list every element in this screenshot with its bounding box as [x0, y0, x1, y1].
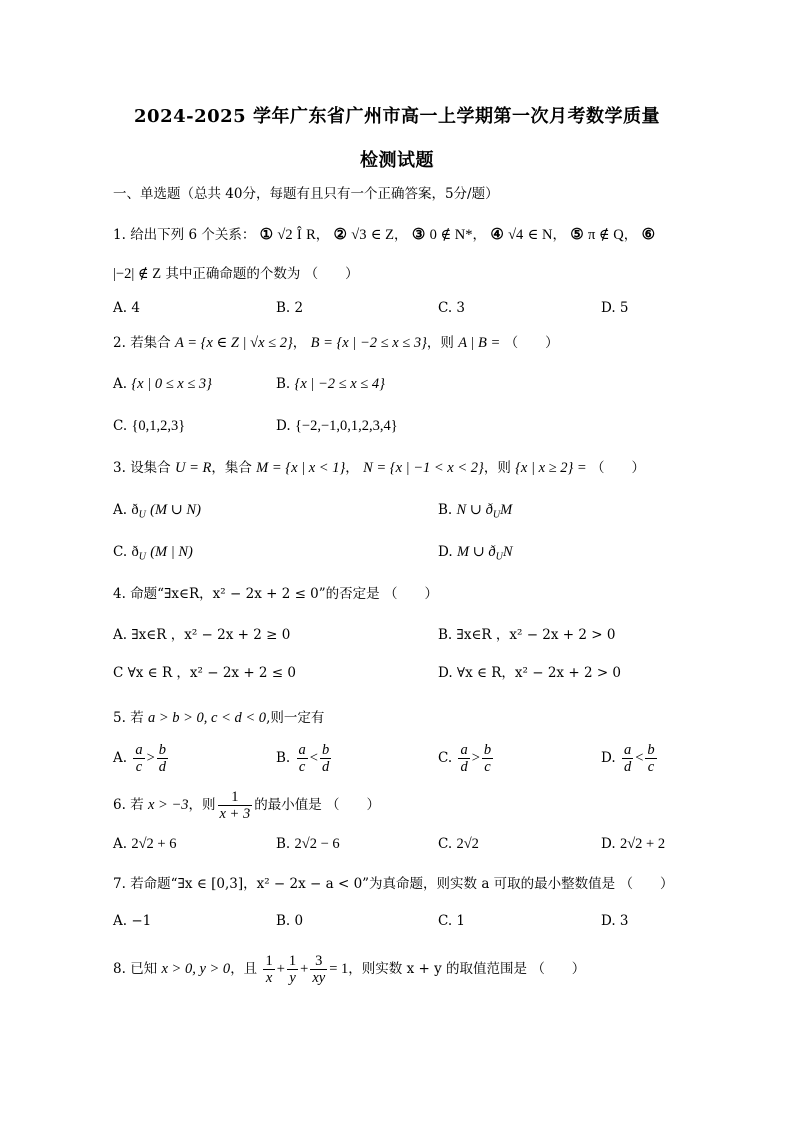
q4-text: 命题“∃x∈R，x² − 2x + 2 ≤ 0”的否定是 — [130, 586, 380, 602]
q5-option-c-label: C. — [438, 750, 453, 766]
q5-option-a-frac2: $\frac{b}{d}$ — [158, 742, 167, 775]
q2-paren: （ ） — [504, 335, 559, 351]
q8-equals: = 1 — [329, 961, 349, 977]
q3-expr: {x | x ≥ 2} = — [515, 460, 587, 476]
q2-option-b-text: {x | −2 ≤ x ≤ 4} — [294, 376, 385, 392]
q3-option-b-label: B. — [438, 502, 453, 518]
q2-option-c-text: {0,1,2,3} — [131, 418, 186, 434]
q5-option-b-frac1: $\frac{a}{c}$ — [298, 742, 306, 775]
q7-option-c[interactable]: C. 1 — [438, 913, 466, 929]
q5-option-b-op: < — [309, 750, 318, 766]
q5-number: 5. — [113, 710, 126, 726]
q6-option-d-label: D. — [601, 836, 616, 852]
q3-option-b-symbol: N ∪ ð — [456, 502, 493, 518]
q2-number: 2. — [113, 335, 126, 351]
q6-option-d-text: 2√2 + 2 — [619, 836, 666, 852]
q1-circle-5: ⑤ — [570, 225, 584, 243]
q2-ask: ，则 — [426, 335, 454, 351]
q3-option-b[interactable] — [438, 500, 512, 526]
q6-option-c-label: C. — [438, 836, 453, 852]
q5-condition: a > b > 0, c < d < 0 — [147, 710, 267, 726]
q3-option-d-tail: N — [502, 544, 513, 560]
q7-text: 若命题“∃x ∈ [0,3]，x² − 2x − a < 0”为真命题，则实数 a 可取的最小整数值是 — [130, 876, 616, 892]
q6-paren: （ ） — [326, 797, 381, 813]
q5-option-c-op: > — [471, 750, 480, 766]
q1-circle-2: ② — [333, 225, 347, 243]
q5-tail: ,则一定有 — [266, 710, 325, 726]
q4-number: 4. — [113, 586, 126, 602]
q1-rel2-a: √3 — [351, 227, 367, 243]
q8-fraction-3: $\frac{3}{xy}$ — [312, 953, 326, 986]
q3-set-m: M = {x | x < 1} — [256, 460, 346, 476]
q3-option-c-symbol: ð — [131, 544, 139, 560]
q1-option-d[interactable]: D. 5 — [601, 300, 629, 316]
question-1-line1: 1. 给出下列 6 个关系： ① √2 Î R， ② √3 ∈ Z， ③ 0 ∉ N*， ④ √4 ∈ N， ⑤ π ∉ Q， ⑥ — [113, 225, 656, 243]
q3-option-a[interactable] — [113, 500, 201, 526]
q1-rel5: π ∉ Q — [587, 227, 624, 243]
q3-option-d-symbol: M ∪ ð — [456, 544, 496, 560]
q3-option-b-tail: M — [500, 502, 513, 518]
q1-circle-3: ③ — [411, 225, 426, 243]
q1-rel4-a: √4 — [508, 227, 524, 243]
question-4 — [113, 584, 438, 604]
q2-set-b: B = {x | −2 ≤ x ≤ 3} — [310, 335, 427, 351]
q5-option-a-op: > — [146, 750, 155, 766]
q5-option-d-label: D. — [601, 750, 616, 766]
q7-paren: （ ） — [619, 876, 674, 892]
q5-option-d-frac2: $\frac{b}{c}$ — [647, 742, 655, 775]
q2-option-a-label: A. — [113, 376, 128, 392]
q6-option-b-label: B. — [276, 836, 291, 852]
q7-number: 7. — [113, 876, 126, 892]
q6-option-c[interactable] — [438, 834, 479, 854]
q3-ask: ，则 — [483, 460, 511, 476]
q3-option-d-sub: U — [495, 551, 503, 563]
q2-option-b-label: B. — [276, 376, 291, 392]
q4-option-b[interactable]: B. ∃x∈R ，x² − 2x + 2 > 0 — [438, 627, 616, 643]
q1-rel6: |−2| ∉ Z — [113, 266, 162, 282]
q1-lead: 给出下列 6 个关系： — [130, 227, 256, 243]
q1-rel1-b: Î — [296, 227, 302, 243]
q6-option-a-text: 2√2 + 6 — [131, 836, 177, 852]
q3-paren: （ ） — [591, 460, 645, 476]
q8-tail: ，则实数 x + y 的取值范围是 — [348, 961, 528, 977]
q5-option-d-op: < — [635, 750, 644, 766]
q3-option-d-label: D. — [438, 544, 453, 560]
q6-option-a[interactable] — [113, 834, 176, 854]
q3-set-n: N = {x | −1 < x < 2} — [363, 460, 484, 476]
q2-option-d-label: D. — [276, 418, 291, 434]
q6-number: 6. — [113, 797, 126, 813]
q4-option-a[interactable]: A. ∃x∈R ，x² − 2x + 2 ≥ 0 — [113, 627, 291, 643]
q1-circle-4: ④ — [490, 225, 504, 243]
exam-title-line1: 2024-2025 学年广东省广州市高一上学期第一次月考数学质量 — [134, 106, 660, 127]
q2-option-c-label: C. — [113, 418, 128, 434]
q6-option-d[interactable] — [601, 834, 665, 854]
q6-fraction: $\frac{1}{x + 3}$ — [219, 789, 251, 822]
q2-option-d[interactable] — [276, 416, 398, 436]
question-8: 8. 已知 x > 0, y > 0，且 $\frac{1}{x}$ + $\frac{1}{y}$ + $\frac{3}{xy}$ = 1，则实数 x + y 的取值范围是 （ ） — [113, 953, 586, 986]
q5-option-b-label: B. — [276, 750, 291, 766]
q6-mid: ，则 — [188, 797, 216, 813]
q8-mid: ，且 — [230, 961, 258, 977]
q8-number: 8. — [113, 961, 126, 977]
question-5 — [113, 708, 324, 728]
q5-option-c-frac2: $\frac{b}{c}$ — [483, 742, 492, 775]
question-1-line2 — [113, 264, 359, 284]
q6-option-c-text: 2√2 — [456, 836, 479, 852]
q3-lead: 设集合 — [130, 460, 171, 476]
q1-circle-6: ⑥ — [641, 225, 656, 243]
question-6 — [113, 788, 380, 822]
q3-option-c-tail: (M | N) — [150, 544, 193, 560]
q8-lead: 已知 — [130, 961, 158, 977]
q3-option-c[interactable] — [113, 542, 193, 568]
q1-rel3: 0 ∉ N* — [429, 227, 473, 243]
q2-option-d-text: {−2,−1,0,1,2,3,4} — [294, 418, 398, 434]
q3-universal-set: U = R — [174, 460, 212, 476]
question-2: 2. 若集合 A = {x ∈ Z | √x ≤ 2}， B = {x | −2 ≤ x ≤ 3}，则 A | B = （ ） — [113, 335, 559, 351]
q3-option-b-sub: U — [492, 509, 501, 521]
q1-option-a[interactable]: A. 4 — [113, 300, 140, 316]
q3-option-d[interactable] — [438, 542, 513, 568]
q1-option-c[interactable]: C. 3 — [438, 300, 466, 316]
q5-option-d[interactable] — [601, 742, 659, 775]
q8-fraction-1: $\frac{1}{x}$ — [265, 953, 273, 986]
q2-lead: 若集合 — [130, 335, 171, 351]
q5-option-b[interactable] — [276, 742, 333, 775]
q4-paren: （ ） — [383, 586, 438, 602]
q3-option-a-tail: (M ∪ N) — [150, 502, 201, 518]
q2-option-b[interactable] — [276, 374, 385, 394]
q8-fraction-2: $\frac{1}{y}$ — [288, 953, 297, 986]
q3-number: 3. — [113, 460, 126, 476]
q7-option-b[interactable]: B. 0 — [276, 913, 304, 929]
q5-option-a-label: A. — [113, 750, 128, 766]
q6-option-a-label: A. — [113, 836, 128, 852]
q6-lead: 若 — [130, 797, 144, 813]
q5-lead: 若 — [130, 710, 144, 726]
q1-rel2-b: ∈ Z — [370, 227, 395, 243]
question-3: 3. 设集合 U = R，集合 M = {x | x < 1}， N = {x | −1 < x < 2}，则 {x | x ≥ 2} = （ ） — [113, 460, 645, 476]
q5-option-c[interactable] — [438, 742, 495, 775]
q1-number: 1. — [113, 227, 126, 243]
q1-circle-1: ① — [259, 225, 274, 243]
q2-option-a[interactable] — [113, 374, 212, 394]
q2-expr: A | B = — [458, 335, 501, 351]
question-7 — [113, 874, 673, 894]
q7-option-a[interactable]: A. −1 — [113, 913, 152, 929]
q7-option-d[interactable]: D. 3 — [601, 913, 629, 929]
q3-option-a-sub: U — [138, 509, 146, 521]
section-heading: 一、单选题（总共 40分，每题有且只有一个正确答案，5分/题） — [113, 186, 499, 202]
q4-option-d[interactable]: D. ∀x ∈ R，x² − 2x + 2 > 0 — [438, 665, 622, 681]
q1-rel1-c: R — [306, 227, 316, 243]
q6-tail: 的最小值是 — [254, 797, 322, 813]
q1-option-b[interactable]: B. 2 — [276, 300, 304, 316]
q8-condition: x > 0, y > 0 — [161, 961, 231, 977]
q6-option-b-text: 2√2 − 6 — [294, 836, 340, 852]
q1-tail: 其中正确命题的个数为 — [165, 266, 301, 282]
q1-rel4-b: ∈ N — [527, 227, 553, 243]
q3-option-a-label: A. — [113, 502, 128, 518]
q1-rel1-a: √2 — [277, 227, 293, 243]
q3-option-a-symbol: ð — [131, 502, 139, 518]
q4-option-c[interactable]: C ∀x ∈ R ，x² − 2x + 2 ≤ 0 — [113, 665, 297, 681]
q2-option-a-text: {x | 0 ≤ x ≤ 3} — [131, 376, 212, 392]
q2-set-a: A = {x ∈ Z | √x ≤ 2} — [174, 335, 293, 351]
q5-option-b-frac2: $\frac{b}{d}$ — [321, 742, 330, 775]
q5-option-a[interactable] — [113, 742, 170, 775]
q5-option-d-frac1: $\frac{a}{d}$ — [623, 742, 632, 775]
q3-mid: ，集合 — [211, 460, 252, 476]
exam-title-line2: 检测试题 — [360, 150, 434, 171]
q3-option-c-sub: U — [138, 551, 146, 563]
q6-condition: x > −3 — [147, 797, 189, 813]
q6-option-b[interactable] — [276, 834, 340, 854]
q5-option-a-frac1: $\frac{a}{c}$ — [135, 742, 143, 775]
q8-paren: （ ） — [531, 961, 586, 977]
q3-option-c-label: C. — [113, 544, 128, 560]
q5-option-c-frac1: $\frac{a}{d}$ — [460, 742, 468, 775]
q1-paren: （ ） — [304, 266, 359, 282]
q2-option-c[interactable] — [113, 416, 185, 436]
